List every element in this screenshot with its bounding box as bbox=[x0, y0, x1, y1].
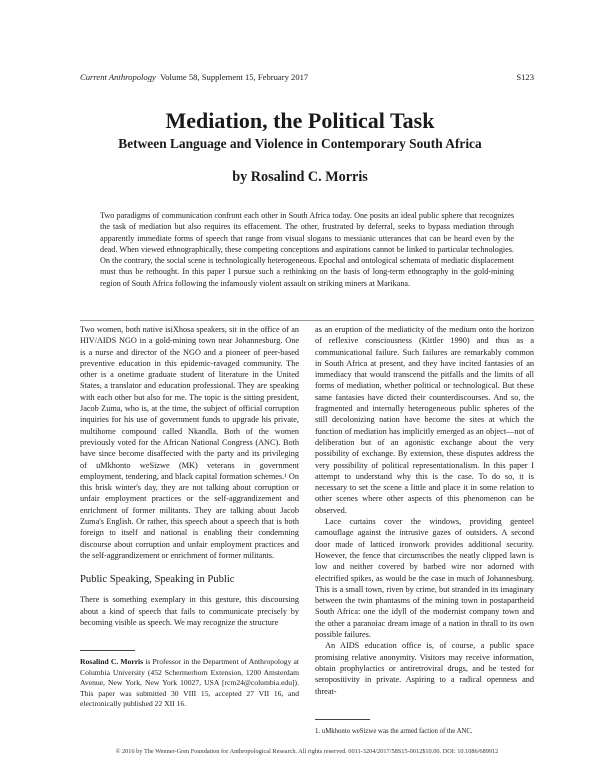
bio-author-name: Rosalind C. Morris bbox=[80, 657, 144, 666]
footnote-divider bbox=[315, 719, 370, 720]
body-paragraph: Two women, both native isiXhosa speakers, sit in the office of an HIV/AIDS NGO in a gold-mining town near Johannesburg. One is a nurse and director of the NGO and a pioneer of peer-based preventive education in this epidemic-ravaged community. The other is a onetime graduate student of literature in the United States, a translator and education professional. They are speaking with each other but also for me. The topic is the sitting president, Jacob Zuma, who is, at the time, the subject of official corruption inquiries for his use of government funds to upgrade his private, multihome compound called Nkandla. Both of the women previously voted for the African National Congress (ANC). Both have since become disaffected with the party and its privileging of uMkhonto weSizwe (MK) veterans in government employment, tendering, and black capital formation schemes.¹ On this brisk winter's day, they are not talking about corruption or unfair employment practices or the self-aggrandizement and enrichment of former militants. They are talking about Jacob Zuma's English. Or rather, this speech about a speech that is both foreign to itself and national is enabling their condemning discourse about corruption and unfair employment practices and the self-aggrandizement or enrichment of former militants. bbox=[80, 325, 299, 560]
author-byline: by Rosalind C. Morris bbox=[232, 169, 368, 185]
abstract-divider bbox=[80, 320, 534, 321]
bio-text: is Professor in the Department of Anthropology at Columbia University (452 Schermerhorn Extension, 1200 Amsterdam Avenue, New York, New York 10027, USA [rcm24@columbia.edu]). This paper was submitted 30 VIII 15, accepted 27 VII 16, and electronically published 22 XII 16. bbox=[80, 657, 299, 709]
left-column bbox=[80, 324, 299, 628]
right-column bbox=[315, 324, 534, 697]
abstract: Two paradigms of communication confront each other in South Africa today. One posits an ideal public sphere that recognizes the task of mediation but also requires its effacement. The other, frustrated by deferral, seeks to bypass mediation through apparently immediate forms of speech that range from visual slogans to messianic utterances that can be heard even by the dead. When viewed ethnographically, these competing conceptions and aspirations cannot be linked to particular technologies. On the contrary, the social scene is technologically heterogeneous. Epochal and ontological schemata of mediatic displacement must thus be rethought. In this paper I pursue such a rethinking on the basis of long-term ethnography in the gold-mining region of South Africa following the infamously violent assault on striking miners at Marikana. bbox=[100, 211, 514, 288]
issue-info: Volume 58, Supplement 15, February 2017 bbox=[160, 72, 309, 82]
body-paragraph: as an eruption of the mediaticity of the medium onto the horizon of reflexive consciousness (Kittler 1990) and thus as a communicational failure. Such failures are remarkably common in South Africa at present, and they have incited fantasies of an immediacy that would transcend the pitfalls and the limits of all forms of mediation, whether political or technological. But these same fantasies have dicted their counterdiscourses. And so, the fragmented and internally heterogeneous public spheres of the still decolonizing nation have become the sites at which the function of mediation has implicitly emerged as an object—not of deliberation but of an agonistic exchange about the very possibility of exchange. By extension, these disputes address the very possibility of political representationalism. In this paper I attempt to understand why this is the case. To do so, it is necessary to set the scene a little and place it in some relation to other scenes where other aspects of this phenomenon can be observed. bbox=[315, 325, 534, 515]
copyright-footer: © 2016 by The Wenner-Gren Foundation for Anthropological Research. All rights reserved. 0011-3204/2017/58S15-0012$10.00. DOI: 10.1086/689912 bbox=[115, 748, 499, 755]
body-paragraph: An AIDS education office is, of course, a public space promising relative anonymity. Visitors may receive information, obtain prophylactics or antiretroviral drugs, and be tested for seropositivity in private. Aspiring to a radical openness and threat- bbox=[315, 641, 534, 696]
journal-name: Current Anthropology bbox=[80, 72, 156, 82]
article-title: Mediation, the Political Task bbox=[165, 108, 435, 133]
body-paragraph: Lace curtains cover the windows, providing genteel camouflage against the intrusive gazes of outsiders. A second door made of latticed ironwork provides additional security. However, the fence that circumscribes the neatly clipped lawn is low and neither covered by barbed wire nor adorned with electrified spikes, as would be the case in much of Johannesburg. This is a small town, riven by crime, but stranded in its imaginary between the twin phantasms of the mining town in postapartheid South Africa: one the idyll of the modernist company town and the other a paranoiac dream image of a nation in thrall to its own possible failures. bbox=[315, 517, 534, 640]
footnote: 1. uMkhonto weSizwe was the armed faction of the ANC. bbox=[315, 728, 473, 735]
running-header bbox=[80, 70, 534, 84]
body-paragraph: There is something exemplary in this gesture, this discoursing about a kind of speech that fails to communicate precisely by becoming visible as speech. We may recognize the structure bbox=[80, 595, 299, 627]
author-bio bbox=[80, 657, 299, 710]
bio-divider bbox=[80, 650, 135, 651]
page-number: S123 bbox=[516, 72, 534, 82]
section-heading: Public Speaking, Speaking in Public bbox=[80, 574, 235, 586]
article-subtitle: Between Language and Violence in Contemporary South Africa bbox=[118, 136, 482, 151]
